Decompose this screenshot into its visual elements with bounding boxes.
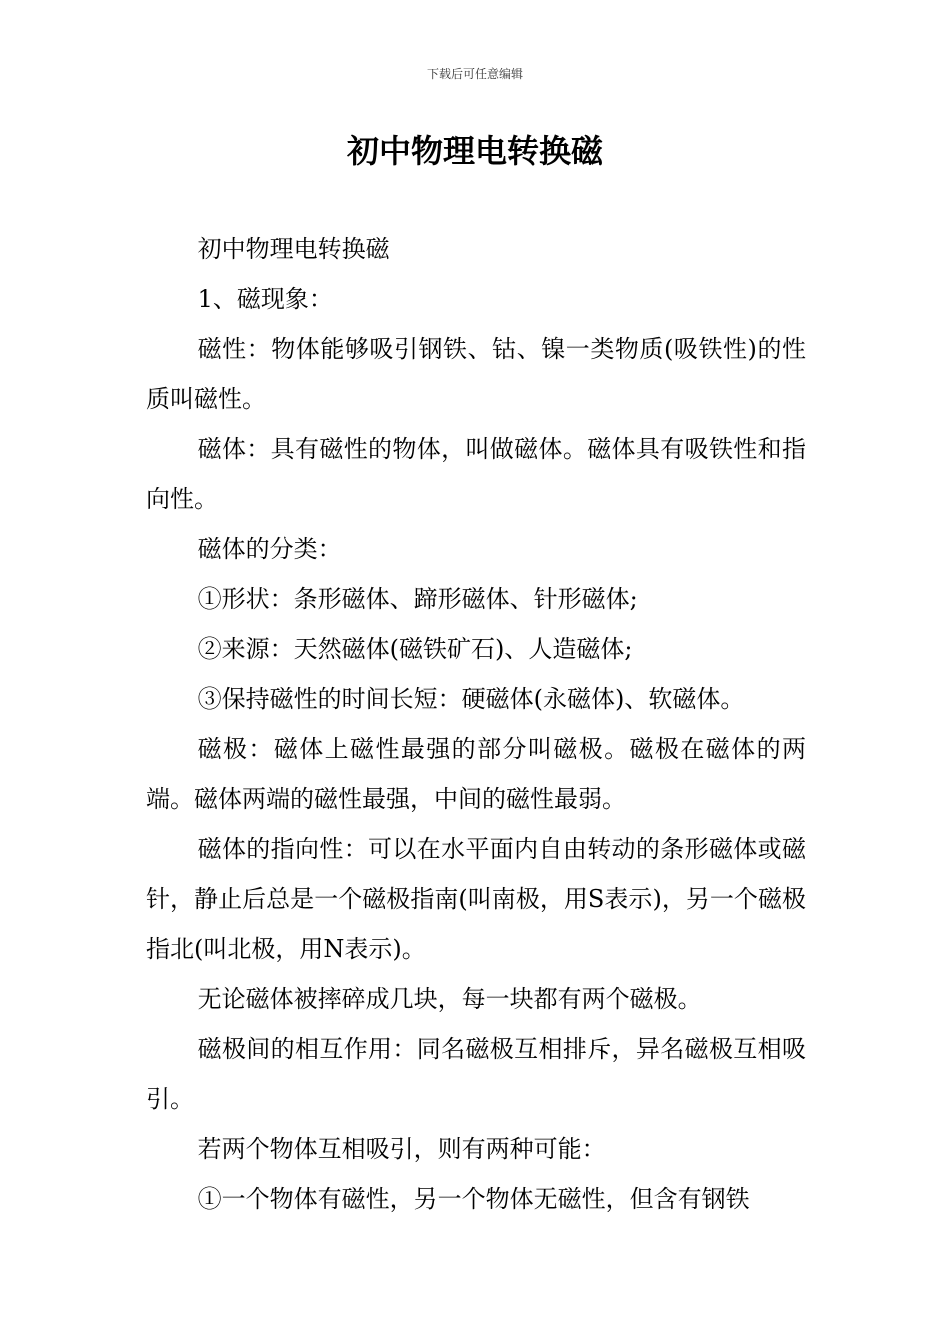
paragraph-intro-heading: 初中物理电转换磁 xyxy=(197,235,390,263)
paragraph-broken-magnet: 无论磁体被摔碎成几块，每一块都有两个磁极。 xyxy=(197,985,702,1013)
paragraph-directionality: 磁体的指向性：可以在水平面内自由转动的条形磁体或磁针，静止后总是一个磁极指南(叫南极，用S表示)，另一个磁极指北(叫北极，用N表示)。 xyxy=(146,835,806,963)
paragraph-magnetism-definition: 磁性：物体能够吸引钢铁、钴、镍一类物质(吸铁性)的性质叫磁性。 xyxy=(146,335,806,413)
paragraph-section-1-heading: 1、磁现象： xyxy=(197,285,333,313)
paragraph-magnetic-poles: 磁极：磁体上磁性最强的部分叫磁极。磁极在磁体的两端。磁体两端的磁性最强，中间的磁性最弱。 xyxy=(146,735,806,813)
paragraph-magnet-definition: 磁体：具有磁性的物体，叫做磁体。磁体具有吸铁性和指向性。 xyxy=(146,435,806,513)
paragraph-magnet-classification: 磁体的分类： xyxy=(197,535,342,563)
document-body xyxy=(146,224,806,1224)
paragraph-classification-duration: ③保持磁性的时间长短：硬磁体(永磁体)、软磁体。 xyxy=(197,685,745,713)
paragraph-possibility-1: ①一个物体有磁性，另一个物体无磁性，但含有钢铁 xyxy=(197,1185,750,1213)
paragraph-classification-source: ②来源：天然磁体(磁铁矿石)、人造磁体; xyxy=(197,635,633,663)
document-title: 初中物理电转换磁 xyxy=(346,132,603,170)
paragraph-pole-interaction: 磁极间的相互作用：同名磁极互相排斥，异名磁极互相吸引。 xyxy=(146,1035,806,1113)
paragraph-classification-shape: ①形状：条形磁体、蹄形磁体、针形磁体; xyxy=(197,585,638,613)
paragraph-attraction-possibilities: 若两个物体互相吸引，则有两种可能： xyxy=(197,1135,606,1163)
page-header-note: 下载后可任意编辑 xyxy=(426,67,523,81)
